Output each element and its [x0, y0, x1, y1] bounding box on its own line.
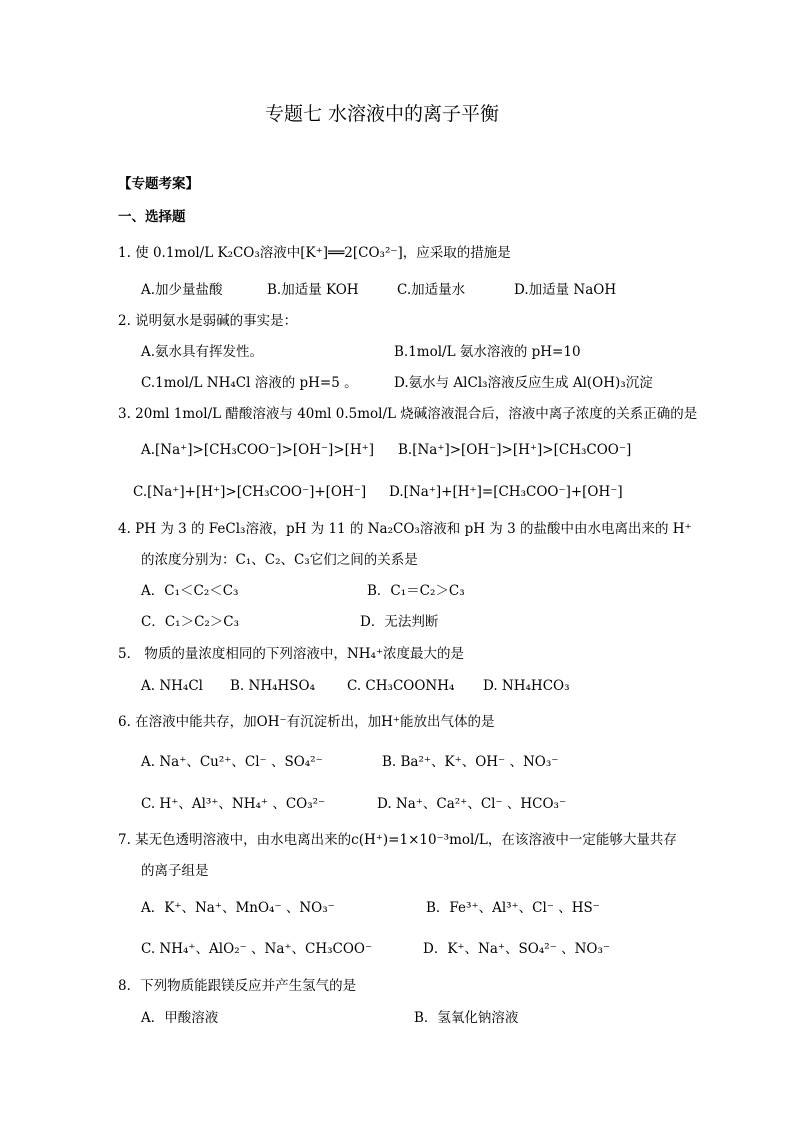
question-1-option-d: D.加适量 NaOH: [514, 282, 617, 298]
question-6-option-a: A. Na⁺、Cu²⁺、Cl⁻ 、SO₄²⁻: [141, 754, 323, 770]
question-6-stem: 6. 在溶液中能共存，加OH⁻有沉淀析出，加H⁺能放出气体的是: [118, 714, 495, 730]
question-4-stem-line-1: 4. PH 为 3 的 FeCl₃溶液，pH 为 11 的 Na₂CO₃溶液和 pH 为 3 的盐酸中由水电离出来的 H⁺: [118, 521, 692, 537]
question-3-option-a: A.[Na⁺]>[CH₃COO⁻]>[OH⁻]>[H⁺]: [141, 442, 375, 458]
question-5-option-d: D. NH₄HCO₃: [483, 678, 570, 694]
question-2-option-d: D.氨水与 AlCl₃溶液反应生成 Al(OH)₃沉淀: [394, 375, 653, 391]
question-3-option-b: B.[Na⁺]>[OH⁻]>[H⁺]>[CH₃COO⁻]: [398, 442, 632, 458]
question-4-stem-line-2: 的浓度分别为：C₁、C₂、C₃它们之间的关系是: [141, 552, 418, 568]
question-3-stem: 3. 20ml 1mol/L 醋酸溶液与 40ml 0.5mol/L 烧碱溶液混合后，溶液中离子浓度的关系正确的是: [118, 406, 698, 422]
question-8-option-a: A．甲酸溶液: [141, 1010, 219, 1026]
question-4-option-c: C．C₁＞C₂＞C₃: [141, 614, 240, 630]
question-2-option-b: B.1mol/L 氨水溶液的 pH=10: [394, 344, 581, 360]
section-header: 【专题考案】: [118, 176, 199, 192]
question-6-option-d: D. Na⁺、Ca²⁺、Cl⁻ 、HCO₃⁻: [377, 796, 567, 812]
question-7-option-b: B．Fe³⁺、Al³⁺、Cl⁻ 、HS⁻: [426, 900, 600, 916]
part-heading: 一、选择题: [118, 209, 186, 225]
question-6-option-b: B. Ba²⁺、K⁺、OH⁻ 、NO₃⁻: [382, 754, 559, 770]
question-1-option-b: B.加适量 KOH: [267, 282, 359, 298]
question-1-option-a: A.加少量盐酸: [141, 282, 223, 298]
question-7-option-a: A．K⁺、Na⁺、MnO₄⁻ 、NO₃⁻: [141, 900, 335, 916]
question-2-option-c: C.1mol/L NH₄Cl 溶液的 pH=5 。: [141, 375, 358, 391]
question-5-option-a: A. NH₄Cl: [141, 678, 203, 694]
question-2-option-a: A.氨水具有挥发性。: [141, 344, 264, 360]
question-1-stem: 1. 使 0.1mol/L K₂CO₃溶液中[K⁺]══2[CO₃²⁻]，应采取的措施是: [118, 245, 511, 261]
question-4-option-d: D．无法判断: [360, 614, 439, 630]
question-8-option-b: B．氢氧化钠溶液: [414, 1010, 519, 1026]
question-7-stem-line-1: 7. 某无色透明溶液中，由水电离出来的c(H⁺)=1×10⁻³mol/L，在该溶液中一定能够大量共存: [118, 832, 677, 848]
question-7-option-c: C. NH₄⁺、AlO₂⁻ 、Na⁺、CH₃COO⁻: [141, 941, 373, 957]
question-7-stem-line-2: 的离子组是: [141, 863, 209, 879]
question-5-stem: 5． 物质的量浓度相同的下列溶液中，NH₄⁺浓度最大的是: [118, 646, 465, 662]
question-1-option-c: C.加适量水: [397, 282, 466, 298]
question-2-stem: 2. 说明氨水是弱碱的事实是：: [118, 313, 298, 329]
question-7-option-d: D．K⁺、Na⁺、SO₄²⁻ 、NO₃⁻: [423, 941, 610, 957]
question-5-option-b: B. NH₄HSO₄: [230, 678, 316, 694]
question-6-option-c: C. H⁺、Al³⁺、NH₄⁺ 、CO₃²⁻: [141, 796, 326, 812]
question-3-option-c: C.[Na⁺]+[H⁺]>[CH₃COO⁻]+[OH⁻]: [133, 484, 367, 500]
document-title: 专题七 水溶液中的离子平衡: [265, 103, 500, 125]
question-8-stem: 8．下列物质能跟镁反应并产生氢气的是: [118, 978, 357, 994]
question-4-option-b: B．C₁＝C₂＞C₃: [367, 583, 465, 599]
question-3-option-d: D.[Na⁺]+[H⁺]=[CH₃COO⁻]+[OH⁻]: [389, 484, 623, 500]
question-5-option-c: C. CH₃COONH₄: [347, 678, 455, 694]
question-4-option-a: A．C₁＜C₂＜C₃: [141, 583, 239, 599]
